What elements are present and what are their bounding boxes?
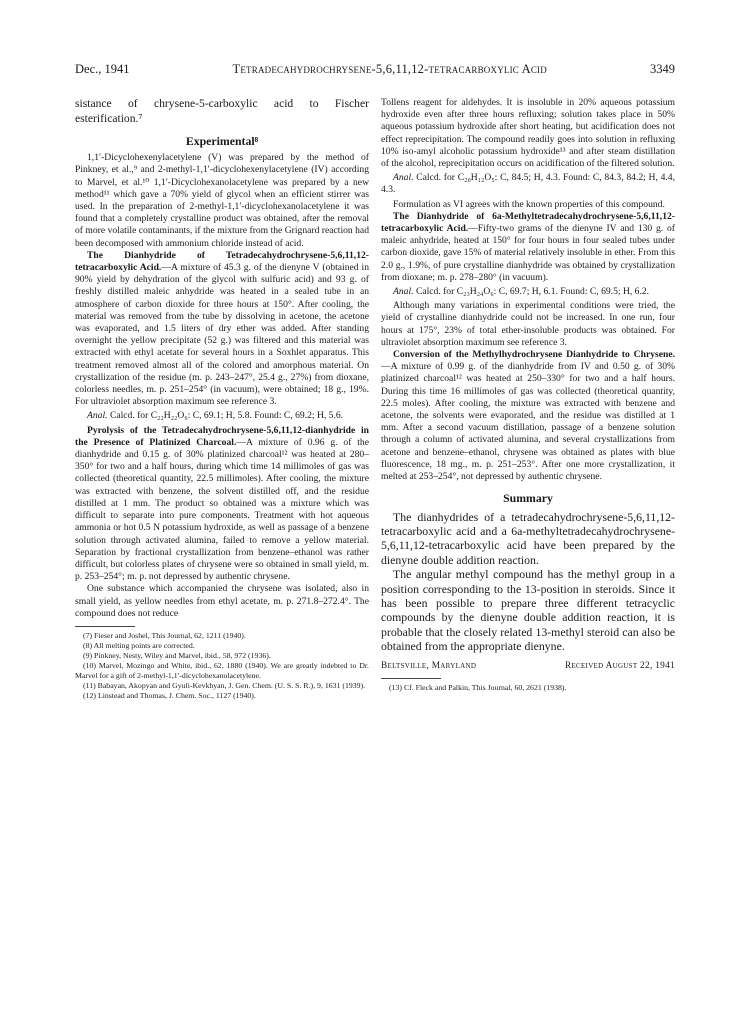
summary: [381, 510, 675, 654]
footnote: (7) Fieser and Joshel, This Journal, 62, 1211 (1940).: [83, 630, 246, 640]
section-paragraph: [75, 250, 369, 409]
section-body: —A mixture of 45.3 g. of the dienyne V (obtained in 90% yield by dehydration of the glycol with sulfuric acid) and 93 g. of freshly distilled maleic anhydride was heated in a sealed tube in an atmosphere of carbon dioxide for three hours at 150°. After cooling, the material was removed from the tube by dissolving in acetone, the acetone was evaporated, and 1.5 liters of dry ether was added. After standing overnight the yellow precipitate (52 g.) was filtered and this material was extracted with ethyl acetate for several hours in a Soxhlet apparatus. This treatment removed almost all of the colored and amorphous material. On crystallization of the residue (m. p. 243–247°, 25.4 g., 27%) from dioxane, colorless needles, m. p. 251–254° (in vacuum), were obtained; 18 g., 19%. For ultraviolet absorption maximum see reference 3.: [75, 262, 369, 408]
analysis-label: Anal.: [393, 172, 414, 184]
section-paragraph: [381, 211, 675, 284]
affiliation-place: Beltsville, Maryland: [381, 660, 477, 671]
footnote-rule: [381, 678, 441, 679]
footnote: (13) Cf. Fleck and Palkin, This Journal, 60, 2621 (1938).: [389, 682, 567, 692]
analysis-line: [381, 286, 675, 298]
summary-paragraph: The angular methyl compound has the methyl group in a position corresponding to the 13-position in steroids. Since it has been possible to prepare three different tetracyclic compounds by the dienyne double addition reaction, it is probable that the closely related 13-methyl steroid can also be obtained from the appropriate dienyne.: [381, 567, 675, 654]
paragraph: Tollens reagent for aldehydes. It is insoluble in 20% aqueous potassium hydroxide even after three hours refluxing; solution takes place in 50% aqueous potassium hydroxide after short heating, but acidification does not effect reprecipitation. The compound readily goes into solution in refluxing 10% iso-amyl alcoholic potassium hydroxide¹³ and after steam distillation of the alcohol, reprecipitation occurs on acidification of the filtered solution.: [381, 97, 675, 170]
summary-heading: Summary: [503, 491, 553, 506]
section-paragraph: [381, 349, 675, 483]
section-heading: The Dianhydride of Tetradecahydrochrysene-5,6,11,12-tetracarboxylic Acid.: [75, 249, 369, 274]
paragraph: Formulation as VI agrees with the known properties of this compound.: [393, 198, 665, 210]
analysis-line: [75, 410, 369, 422]
footnote: (11) Babayan, Akopyan and Gyuli-Kevkhyan, J. Gen. Chem. (U. S. S. R.), 9, 1631 (1939).: [83, 680, 366, 690]
footnote: (12) Linstead and Thomas, J. Chem. Soc., 1127 (1940).: [83, 690, 256, 700]
analysis-values: Calcd. for C₂₂H₂₂O₆: C, 69.1; H, 5.8. Found: C, 69.2; H, 5.6.: [109, 410, 344, 422]
section-heading: Conversion of the Methylhydrochrysene Dianhydride to Chrysene.: [393, 349, 675, 361]
section-heading: Pyrolysis of the Tetradecahydrochrysene-5,6,11,12-dianhydride in the Presence of Platinized Charcoal.: [75, 424, 369, 448]
signature-line: [381, 660, 675, 672]
paragraph: One substance which accompanied the chrysene was isolated, also in small yield, as yellow needles from ethyl acetate, m. p. 271.8–272.4°. The compound does not reduce: [75, 583, 369, 619]
analysis-values: Calcd. for C₂₃H₂₄O₆: C, 69.7; H, 6.1. Found: C, 69.5; H, 6.2.: [415, 286, 650, 298]
right-column: [381, 97, 675, 693]
analysis-line: [381, 172, 675, 196]
header-page-number: 3349: [649, 62, 675, 76]
lead-paragraph: sistance of chrysene-5-carboxylic acid to Fischer esterification.⁷: [75, 97, 369, 125]
left-column: [75, 97, 369, 701]
summary-paragraph: The dianhydrides of a tetradecahydrochrysene-5,6,11,12-tetracarboxylic acid and a 6a-methyltetradecahydrochrysene-5,6,11,12-tetracarboxylic acid have been prepared by the dienyne double addition reaction.: [381, 509, 675, 567]
footnote: (10) Marvel, Mozingo and White, ibid., 62, 1880 (1940). We are greatly indebted to Dr. Marvel for a gift of 2-methyl-1,1′-dicyclohexanolacetylene.: [75, 660, 369, 680]
paragraph: 1,1′-Dicyclohexenylacetylene (V) was prepared by the method of Pinkney, et al.,⁹ and 2-methyl-1,1′-dicyclohexenylacetylene (IV) according to Marvel, et al.¹⁰ 1,1′-Dicyclohexanolacetylene was prepared by a new method¹¹ which gave a 70% yield of glycol when an efficient stirrer was used. In the preparation of 2-methyl-1,1′-dicyclohexanolacetylene it was found that a completely crystalline product was obtained, after the removal of more volatile contaminants, if the mixture from the Grignard reaction had been decomposed with ammonium chloride instead of acid.: [75, 152, 369, 249]
section-body: —A mixture of 0.96 g. of the dianhydride and 0.15 g. of 30% platinized charcoal¹² was heated at 280–350° for two and a half hours, during which time 14 millimoles of gas was collected (theoretical quantity, 22.5 millimoles). After cooling, the mixture was extracted with benzene, the solvent distilled off, and the residue distilled at 1 mm. The product so obtained was a mixture which was difficult to separate into pure components. Treatment with hot aqueous ammonia or hot 0.5 N potassium hydroxide, as well as passage of a benzene solution through activated alumina, failed to remove a yellow material. Separation by fractional crystallization from benzene–ethanol was rather difficult, but colorless plates of chrysene were so obtained in small yield, m. p. 253–254°; m. p. not depressed by authentic chrysene.: [75, 436, 369, 583]
header-date: Dec., 1941: [75, 62, 130, 76]
running-header: [75, 62, 675, 77]
footnotes: [75, 631, 369, 701]
received-date: Received August 22, 1941: [564, 660, 675, 671]
analysis-label: Anal.: [393, 286, 414, 298]
footnote: (8) All melting points are corrected.: [83, 640, 195, 650]
footnote-rule: [75, 626, 135, 627]
section-body: —Fifty-two grams of the dienyne IV and 130 g. of maleic anhydride, heated at 150° for four hours in four sealed tubes under carbon dioxide, gave 15% of material relatively insoluble in ether. From this 2.0 g., 1.9%, of pure crystalline dianhydride was obtained by crystallization from dioxane; m. p. 278–280° (in vacuum).: [381, 223, 675, 283]
analysis-values: Calcd. for C₂₀H₁₂O₅: C, 84.5; H, 4.3. Found: C, 84.3, 84.2; H, 4.4, 4.3.: [381, 172, 675, 196]
footnote: (9) Pinkney, Nesty, Wiley and Marvel, ibid., 58, 972 (1936).: [83, 650, 271, 660]
section-body: —A mixture of 0.99 g. of the dianhydride from IV and 0.50 g. of 30% platinized charcoal¹² was heated at 250–330° for two and a half hours. During this time 16 millimoles of gas was collected (theoretical quantity, 22.5 moles). After cooling, the mixture was extracted with benzene and acetone, the solvents were evaporated, and the residue was distilled at 1 mm. After a second vacuum distillation, passage of a benzene solution through a column of activated alumina, and several crystallizations from acetone and benzene–ethanol, chrysene was obtained as plates with blue fluorescence, 18 mg., m. p. 251–253°. After one more crystallization, it melted at 253–254°, not depressed by authentic chrysene.: [381, 361, 675, 483]
experimental-heading: Experimental⁸: [185, 134, 259, 148]
header-title: Tetradecahydrochrysene-5,6,11,12-tetracarboxylic Acid: [232, 62, 547, 76]
section-paragraph: [75, 425, 369, 584]
paragraph: Although many variations in experimental conditions were tried, the yield of crystalline dianhydride could not be increased. In one run, four hours at 175°, 23% of total ether-insoluble products was obtained. For ultraviolet absorption maximum see reference 3.: [381, 300, 675, 348]
analysis-label: Anal.: [87, 410, 108, 422]
section-heading: The Dianhydride of 6a-Methyltetradecahydrochrysene-5,6,11,12-tetracarboxylic Acid.: [381, 210, 675, 235]
